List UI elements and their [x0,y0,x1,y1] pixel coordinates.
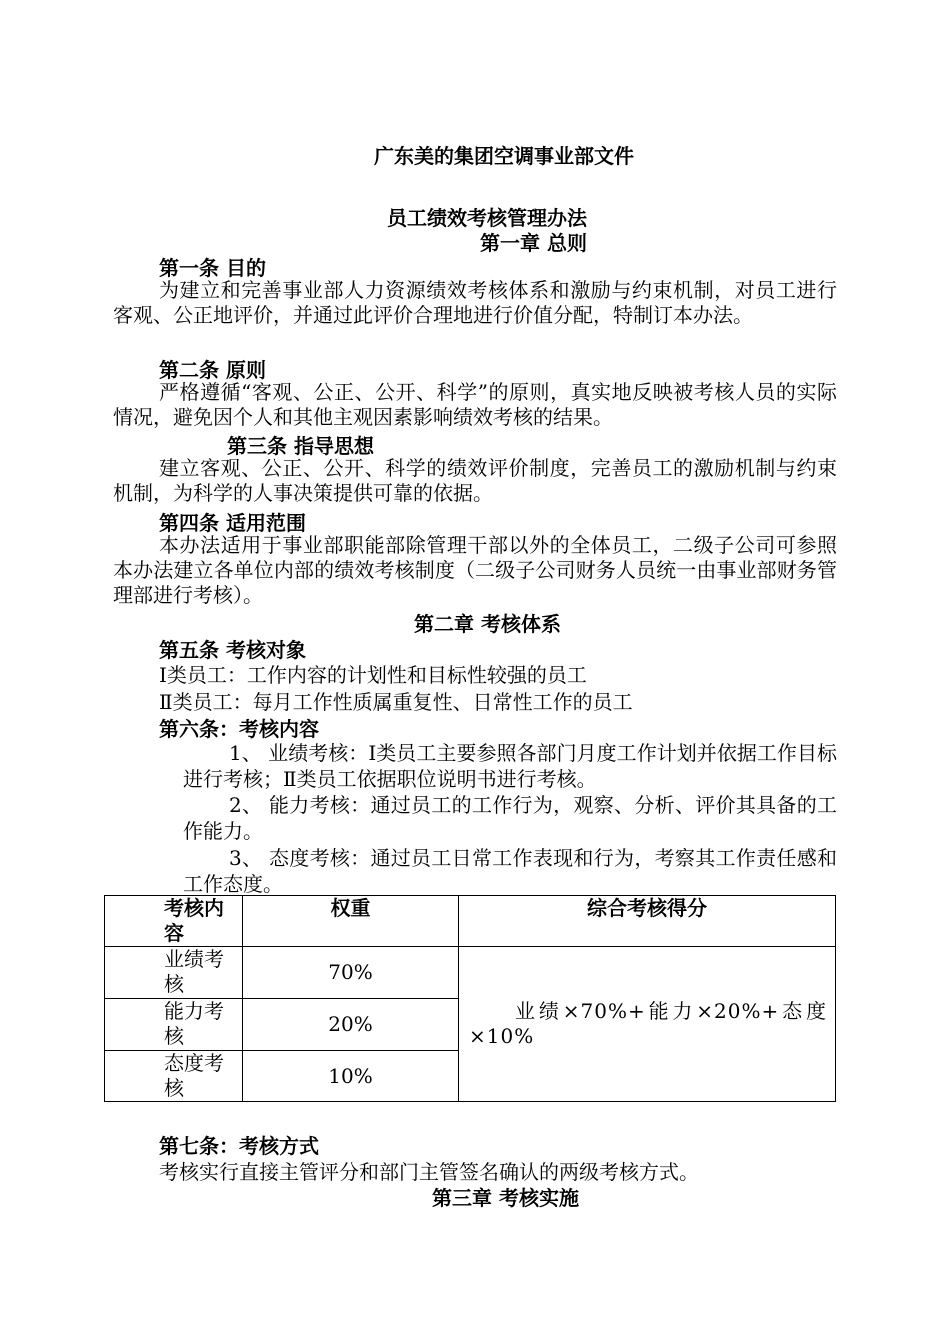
table-header-cell: 权重 [243,896,459,947]
article-1-title: 第一条 目的 [159,256,266,280]
assessment-weight-table [104,895,836,1102]
chapter-3-title: 第三章 考核实施 [432,1186,579,1210]
assessment-item-attitude: 3、 态度考核：通过员工日常工作表现和行为，考察其工作责任感和工作态度。 [183,846,837,896]
chapter-1-title: 第一章 总则 [480,231,587,255]
employee-class-1: Ⅰ类员工：工作内容的计划性和目标性较强的员工 [159,663,587,687]
score-formula: 业绩×70%+能力×20%+态度×10% [469,999,827,1048]
table-header-row [105,896,836,947]
article-1-text: 为建立和完善事业部人力资源绩效考核体系和激励与约束机制，对员工进行客观、公正地评价，并通过此评价合理地进行价值分配，特制订本办法。 [113,278,837,327]
document-title: 员工绩效考核管理办法 [387,206,587,230]
table-cell-item: 能力考核 [105,999,243,1051]
table-row [105,947,836,999]
article-4-text: 本办法适用于事业部职能部除管理干部以外的全体员工，二级子公司可参照本办法建立各单位内部的绩效考核制度（二级子公司财务人员统一由事业部财务管理部进行考核）。 [113,533,837,607]
assessment-item-ability: 2、 能力考核：通过员工的工作行为，观察、分析、评价其具备的工作能力。 [183,793,837,843]
article-2-title: 第二条 原则 [159,358,266,382]
assessment-item-performance: 1、 业绩考核：Ⅰ类员工主要参照各部门月度工作计划并依据工作目标进行考核；Ⅱ类员工依据职位说明书进行考核。 [183,741,837,791]
org-header: 广东美的集团空调事业部文件 [374,144,634,168]
table-cell-item: 态度考核 [105,1051,243,1102]
table-cell-weight: 10% [243,1051,459,1102]
table-cell-weight: 70% [243,947,459,999]
employee-class-2: Ⅱ类员工：每月工作性质属重复性、日常性工作的员工 [159,690,633,714]
chapter-2-title: 第二章 考核体系 [414,612,561,636]
article-7-title: 第七条：考核方式 [159,1134,319,1158]
table-cell-item: 业绩考核 [105,947,243,999]
article-3-title: 第三条 指导思想 [227,434,374,458]
table-cell-formula [459,947,836,1102]
table-header-cell: 考核内容 [105,896,243,947]
article-2-text: 严格遵循“客观、公正、公开、科学”的原则，真实地反映被考核人员的实际情况，避免因个人和其他主观因素影响绩效考核的结果。 [113,380,837,429]
article-3-text: 建立客观、公正、公开、科学的绩效评价制度，完善员工的激励机制与约束机制，为科学的人事决策提供可靠的依据。 [113,456,837,505]
article-6-title: 第六条：考核内容 [159,717,319,741]
article-5-title: 第五条 考核对象 [159,638,306,662]
table-cell-weight: 20% [243,999,459,1051]
article-7-text: 考核实行直接主管评分和部门主管签名确认的两级考核方式。 [159,1160,699,1184]
article-4-title: 第四条 适用范围 [159,511,306,535]
table-header-cell: 综合考核得分 [459,896,836,947]
